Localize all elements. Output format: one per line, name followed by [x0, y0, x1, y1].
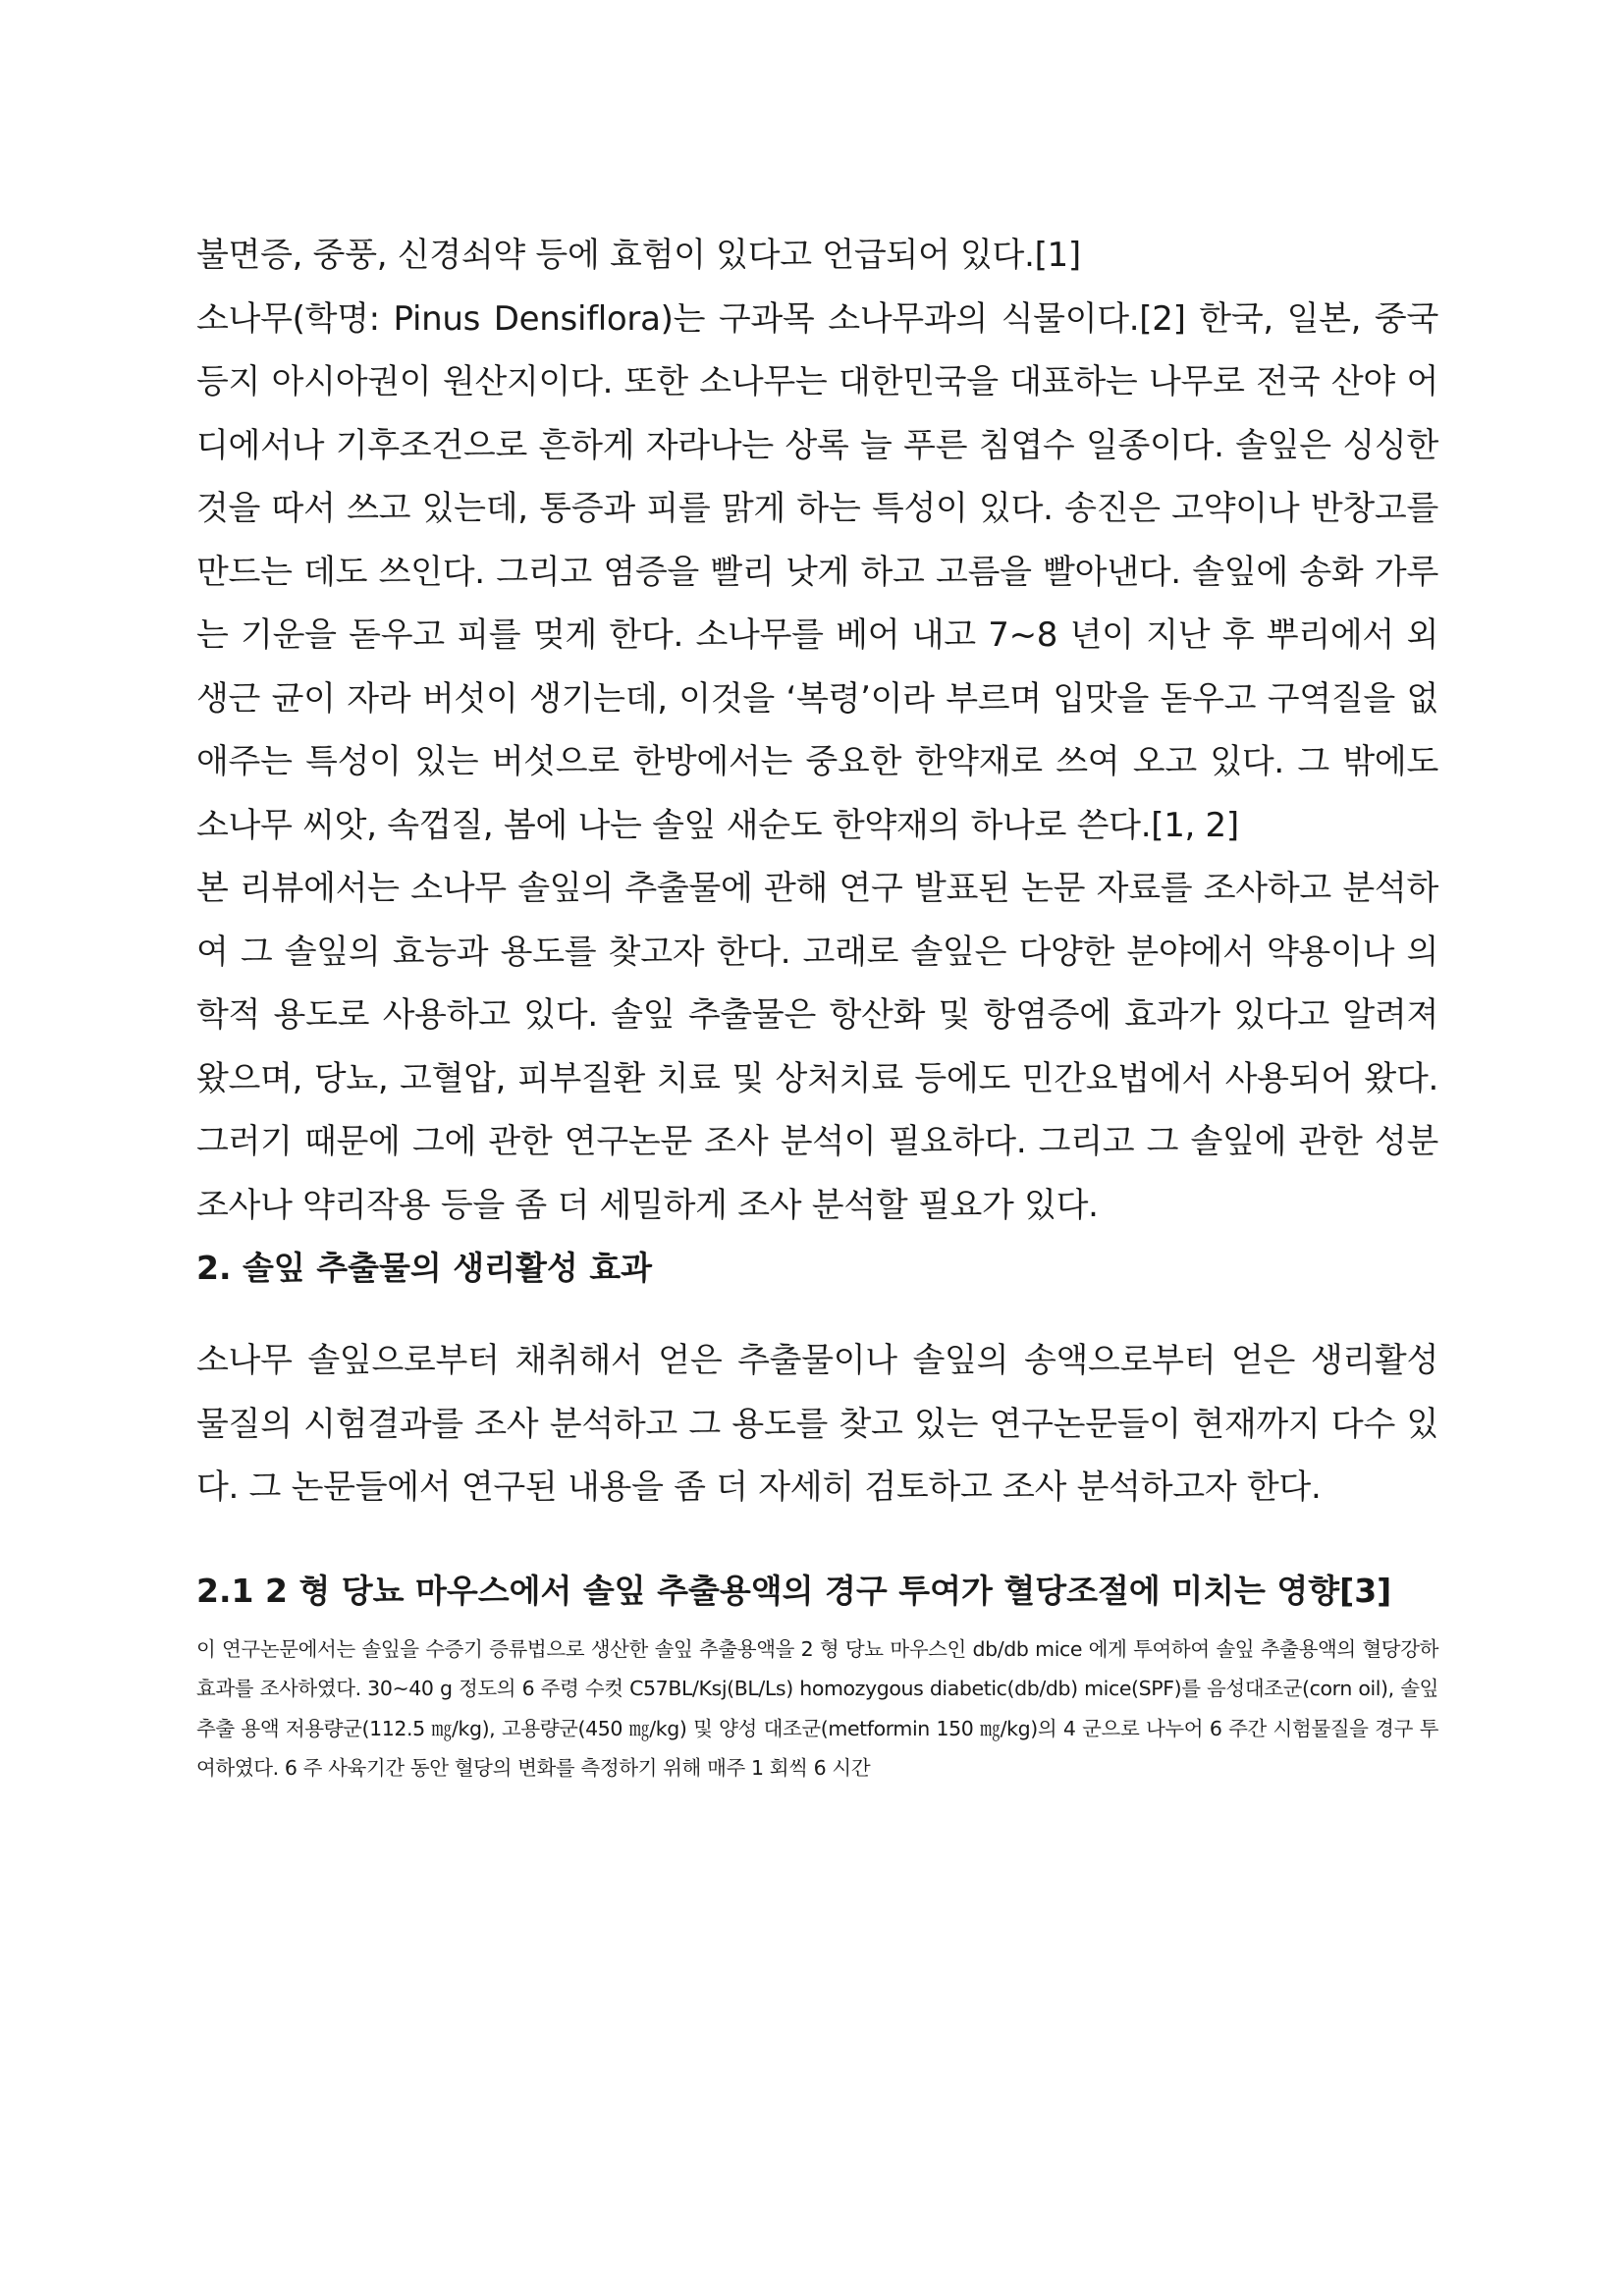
paragraph-pine-description: 소나무(학명: Pinus Densiflora)는 구과목 소나무과의 식물이다.[2] 한국, 일본, 중국 등지 아시아권이 원산지이다. 또한 소나무는 대한민국을 대표하는 나무로 전국 산야 어디에서나 기후조건으로 흔하게 자라나는 상록 늘 푸른 침엽수 일종이다. 솔잎은 싱싱한 것을 따서 쓰고 있는데, 통증과 피를 맑게 하는 특성이 있다. 송진은 고약이나 반창고를 만드는 데도 쓰인다. 그리고 염증을 빨리 낫게 하고 고름을 빨아낸다. 솔잎에 송화 가루는 기운을 돋우고 피를 멎게 한다. 소나무를 베어 내고 7~8 년이 지난 후 뿌리에서 외생근 균이 자라 버섯이 생기는데, 이것을 ‘복령’이라 부르며 입맛을 돋우고 구역질을 없애주는 특성이 있는 버섯으로 한방에서는 중요한 한약재로 쓰여 오고 있다. 그 밖에도 소나무 씨앗, 속껍질, 봄에 나는 솔잎 새순도 한약재의 하나로 쓴다.[1, 2] [196, 298, 1438, 845]
paragraph-section-2-intro: 소나무 솔잎으로부터 채취해서 얻은 추출물이나 솔잎의 송액으로부터 얻은 생리활성 물질의 시험결과를 조사 분석하고 그 용도를 찾고 있는 연구논문들이 현재까지 다수 있다. 그 논문들에서 연구된 내용을 좀 더 자세히 검토하고 조사 분석하고자 한다. [196, 1341, 1438, 1507]
paragraph-review-purpose: 본 리뷰에서는 소나무 솔잎의 추출물에 관해 연구 발표된 논문 자료를 조사하고 분석하여 그 솔잎의 효능과 용도를 찾고자 한다. 고래로 솔잎은 다양한 분야에서 약용이나 의학적 용도로 사용하고 있다. 솔잎 추출물은 항산화 및 항염증에 효과가 있다고 알려져 왔으며, 당뇨, 고혈압, 피부질환 치료 및 상처치료 등에도 민간요법에서 사용되어 왔다. 그러기 때문에 그에 관한 연구논문 조사 분석이 필요하다. 그리고 그 솔잎에 관한 성분조사나 약리작용 등을 좀 더 세밀하게 조사 분석할 필요가 있다. [196, 869, 1438, 1225]
paragraph-study-method: 이 연구논문에서는 솔잎을 수증기 증류법으로 생산한 솔잎 추출용액을 2 형 당뇨 마우스인 db/db mice 에게 투여하여 솔잎 추출용액의 혈당강하 효과를 조사하였다. 30~40 g 정도의 6 주령 수컷 C57BL/Ksj(BL/Ls) homozygous diabetic(db/db) mice(SPF)를 음성대조군(corn oil), 솔잎추출 용액 저용량군(112.5 ㎎/kg), 고용량군(450 ㎎/kg) 및 양성 대조군(metformin 150 ㎎/kg)의 4 군으로 나누어 6 주간 시험물질을 경구 투여하였다. 6 주 사육기간 동안 혈당의 변화를 측정하기 위해 매주 1 회씩 6 시간 [196, 1636, 1438, 1780]
section-heading-2: 2. 솔잎 추출물의 생리활성 효과 [196, 1249, 652, 1287]
page-content [196, 224, 1438, 1789]
paragraph-intro-continuation: 불면증, 중풍, 신경쇠약 등에 효험이 있다고 언급되어 있다.[1] [196, 236, 1081, 275]
section-heading-2-1: 2.1 2 형 당뇨 마우스에서 솔잎 추출용액의 경구 투여가 혈당조절에 미치는 영향[3] [196, 1571, 1392, 1610]
